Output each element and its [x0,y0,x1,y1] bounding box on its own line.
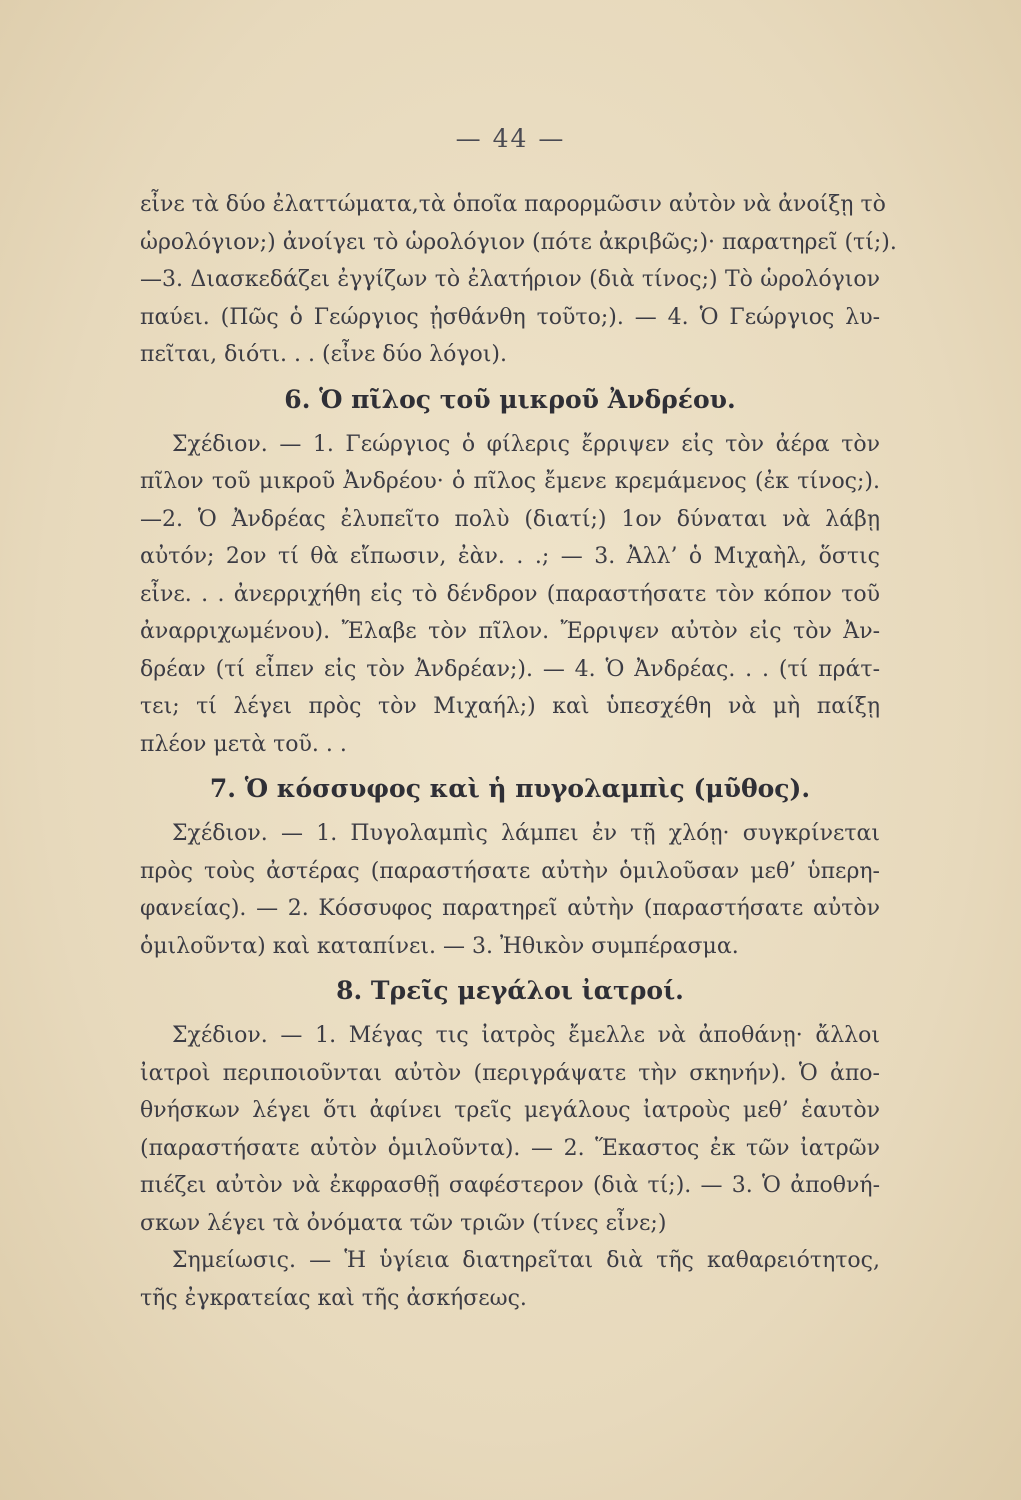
text-line: Σχέδιον. — 1. Γεώργιος ὁ φίλερις ἔρριψεν εἰς τὸν ἀέρα τὸν [172,431,880,457]
text-line: Σχέδιον. — 1. Πυγολαμπὶς λάμπει ἐν τῇ χλόῃ· συγκρίνεται [172,821,880,846]
text-line: Σημείωσις. — Ἡ ὑγίεια διατηρεῖται διὰ τῆς καθαρειότητος, [172,1248,880,1273]
text-line: ἰατροὶ περιποιοῦνται αὐτὸν (περιγράψατε τὴν σκηνήν). Ὁ ἀπο- [140,1060,880,1086]
section-heading: 8. Τρεῖς μεγάλοι ἰατροί. [336,976,684,1005]
text-line: ὡρολόγιον;) ἀνοίγει τὸ ὡρολόγιον (πότε ἀκριβῶς;)· παρατηρεῖ (τί;). [140,229,897,255]
text-line: σκων λέγει τὰ ὀνόματα τῶν τριῶν (τίνες εἶνε;) [140,1210,667,1236]
text-line: τῆς ἐγκρατείας καὶ τῆς ἀσκήσεως. [140,1285,527,1311]
text-line: —3. Διασκεδάζει ἐγγίζων τὸ ἐλατήριον (διὰ τίνος;) Τὸ ὡρολόγιον [140,267,880,292]
text-line: —2. Ὁ Ἀνδρέας ἐλυπεῖτο πολὺ (διατί;) 1ον δύναται νὰ λάβῃ [140,506,880,532]
text-line: αὐτόν; 2ον τί θὰ εἴπωσιν, ἐὰν. . .; — 3. Ἀλλ’ ὁ Μιχαὴλ, ὅστις [140,544,880,569]
text-line: ὁμιλοῦντα) καὶ καταπίνει. — 3. Ἠθικὸν συμπέρασμα. [140,933,739,959]
text-line: πῖλον τοῦ μικροῦ Ἀνδρέου· ὁ πῖλος ἔμενε κρεμάμενος (ἐκ τίνος;). [140,469,880,494]
section-heading: 7. Ὁ κόσσυφος καὶ ἡ πυγολαμπὶς (μῦθος). [209,774,811,803]
text-line: δρέαν (τί εἶπεν εἰς τὸν Ἀνδρέαν;). — 4. Ὁ Ἀνδρέας. . . (τί πράτ- [140,656,880,682]
text-line: πρὸς τοὺς ἀστέρας (παραστήσατε αὐτὴν ὁμιλοῦσαν μεθ’ ὑπερη- [140,858,880,884]
section-heading: 6. Ὁ πῖλος τοῦ μικροῦ Ἀνδρέου. [284,384,736,414]
page-text [140,186,897,1317]
text-line: τει; τί λέγει πρὸς τὸν Μιχαήλ;) καὶ ὑπεσχέθη νὰ μὴ παίξῃ [140,694,880,719]
text-line: πεῖται, διότι. . . (εἶνε δύο λόγοι). [140,342,508,367]
text-line: (παραστήσατε αὐτὸν ὁμιλοῦντα). — 2. Ἕκαστος ἐκ τῶν ἰατρῶν [140,1135,880,1161]
text-line: πιέζει αὐτὸν νὰ ἐκφρασθῇ σαφέστερον (διὰ τί;). — 3. Ὁ ἀποθνή- [140,1173,880,1198]
text-line: Σχέδιον. — 1. Μέγας τις ἰατρὸς ἔμελλε νὰ ἀποθάνῃ· ἄλλοι [172,1023,880,1048]
text-line: παύει. (Πῶς ὁ Γεώργιος ᾐσθάνθη τοῦτο;). — 4. Ὁ Γεώργιος λυ- [140,304,880,330]
page-number: — 44 — [455,124,566,153]
text-line: εἶνε. . . ἀνερριχήθη εἰς τὸ δένδρον (παραστήσατε τὸν κόπον τοῦ [140,581,880,607]
text-line: ἀναρριχωμένου). Ἔλαβε τὸν πῖλον. Ἔρριψεν αὐτὸν εἰς τὸν Ἀν- [140,619,880,644]
text-line: εἶνε τὰ δύο ἐλαττώματα,τὰ ὁποῖα παρορμῶσιν αὐτὸν νὰ ἀνοίξῃ τὸ [140,192,886,217]
text-line: φανείας). — 2. Κόσσυφος παρατηρεῖ αὐτὴν (παραστήσατε αὐτὸν [140,896,880,921]
text-line: θνήσκων λέγει ὅτι ἀφίνει τρεῖς μεγάλους ἰατροὺς μεθ’ ἑαυτὸν [140,1098,880,1123]
text-line: πλέον μετὰ τοῦ. . . [140,731,347,757]
